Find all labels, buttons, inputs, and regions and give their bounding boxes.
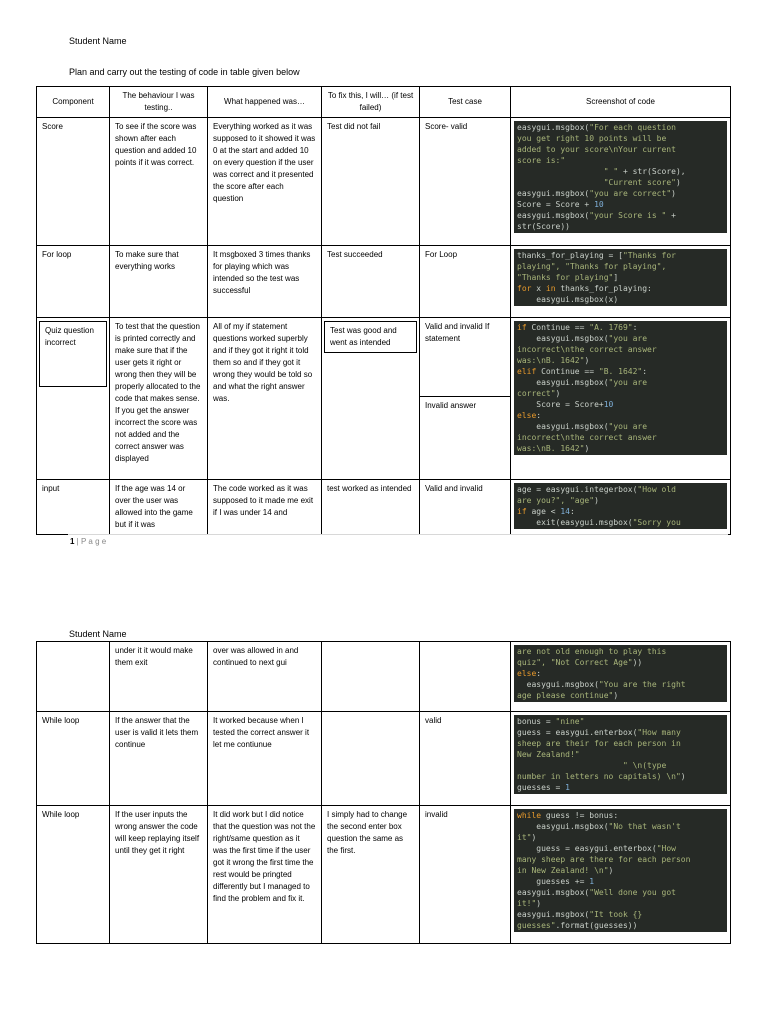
code-line: exit(easygui.msgbox("Sorry you [517,518,681,527]
code-line: easygui.msgbox("You are the right [517,680,686,689]
behaviour-text: under it it would make them exit [115,646,196,667]
cell-behaviour [110,246,208,318]
behaviour-text: If the answer that the user is valid it lets them continue [115,716,201,749]
code-line: bonus = "nine" [517,717,585,726]
code-line: str(Score)) [517,222,570,231]
code-line: Score = Score + 10 [517,200,604,209]
testcase-text: Valid and invalid If statement [425,322,492,343]
testcase-text: Valid and invalid [425,484,483,493]
code-line: easygui.msgbox("you are [517,422,648,431]
code-line: " " + str(Score), [603,167,686,176]
page-footer: 1 | P a g e [70,537,107,546]
component-text: Score [42,122,63,131]
cell-behaviour [110,806,208,944]
code-line: else: [517,411,542,420]
cell-screenshot [511,480,731,535]
code-line: it!") [517,899,542,908]
behaviour-text: To make sure that everything works [115,250,181,271]
code-line: playing", "Thanks for playing", [517,262,667,271]
cell-behaviour [110,318,208,480]
code-screenshot-input-cont [514,645,727,702]
fix-text: Test did not fail [327,122,381,131]
testcase-text: invalid [425,810,448,819]
component-text: While loop [42,810,80,819]
fix-text: Test was good and went as intended [324,321,417,353]
code-line: for x in thanks_for_playing: [517,284,652,293]
page-label: P a g e [80,537,107,546]
cell-happened [208,480,322,535]
component-text: input [42,484,60,493]
cell-happened [208,246,322,318]
student-name-label-page2: Student Name [69,629,127,639]
code-line: sheep are their for each person in [517,739,681,748]
cell-behaviour [110,480,208,535]
cell-screenshot [511,246,731,318]
header-behaviour: The behaviour I was testing.. [110,87,208,118]
code-screenshot-while-invalid [514,809,727,932]
code-screenshot-forloop [514,249,727,306]
code-line: "Current score") [603,178,681,187]
header-testcase: Test case [420,87,511,118]
testcase-text: valid [425,716,442,725]
cell-behaviour [110,118,208,246]
fix-text: I simply had to change the second enter box question the same as the first. [327,810,410,855]
table-row [37,480,731,535]
code-line: incorrect\nthe correct answer [517,433,657,442]
code-screenshot-quiz [514,321,727,455]
happened-text: Everything worked as it was supposed to it showed it was 0 at the start and added 10 on every question if the user was correct and it presented the score after each question [213,122,318,203]
code-line: easygui.msgbox("you are [517,378,648,387]
cell-testcase [420,480,511,535]
code-line: thanks_for_playing = ["Thanks for [517,251,676,260]
fix-text: test worked as intended [327,484,412,493]
cell-testcase [420,318,511,480]
cell-fix [322,806,420,944]
footer-rule [68,534,728,535]
cell-testcase [420,642,511,712]
cell-testcase [420,806,511,944]
behaviour-text: If the age was 14 or over the user was allowed into the game but if it was [115,484,196,529]
table-row [37,806,731,944]
component-text: Quiz question incorrect [39,321,107,387]
student-name-label: Student Name [69,36,127,46]
code-line: New Zealand!" [517,750,580,759]
code-line: guess = easygui.enterbox("How [517,844,676,853]
header-fix: To fix this, I will… (if test failed) [322,87,420,118]
code-line: you get right 10 points will be [517,134,667,143]
behaviour-text: To test that the question is printed correctly and make sure that if the user gets it right or wrong then they will be properly allocated to the code that makes sense. If you get the answer incorrect the score was not added and the correct answer was displayed [115,322,203,463]
happened-text: It did work but I did notice that the question was not the right/same question as it was the first time if the user got it wrong the first time the rest would be pringted differently but I managed to find the problem and fix it. [213,810,318,903]
header-happened: What happened was… [208,87,322,118]
code-line: incorrect\nthe correct answer [517,345,657,354]
instruction-text: Plan and carry out the testing of code in table given below [69,67,300,77]
code-line: easygui.msgbox("your Score is " + [517,211,676,220]
cell-component [37,246,110,318]
code-line: many sheep are there for each person [517,855,691,864]
code-line: are not old enough to play this [517,647,667,656]
cell-screenshot [511,642,731,712]
cell-happened [208,806,322,944]
table-row [37,246,731,318]
cell-fix [322,318,420,480]
component-text: While loop [42,716,80,725]
header-component: Component [37,87,110,118]
code-screenshot-while-valid [514,715,727,794]
table-header-row [37,87,731,118]
cell-component [37,480,110,535]
code-line: if Continue == "A. 1769": [517,323,638,332]
cell-happened [208,642,322,712]
code-line: age = easygui.integerbox("How old [517,485,676,494]
code-line: Score = Score+10 [517,400,614,409]
cell-screenshot [511,118,731,246]
table-row [37,118,731,246]
table-row [37,318,731,480]
code-line: easygui.msgbox("you are [517,334,648,343]
behaviour-text: If the user inputs the wrong answer the code will keep replaying itself until they get it right [115,810,202,855]
cell-screenshot [511,712,731,806]
cell-fix [322,642,420,712]
cell-fix [322,712,420,806]
code-line: easygui.msgbox(x) [517,295,619,304]
code-line: easygui.msgbox("No that wasn't [517,822,681,831]
cell-behaviour [110,712,208,806]
cell-component [37,712,110,806]
code-line: age please continue") [517,691,619,700]
cell-testcase [420,118,511,246]
behaviour-text: To see if the score was shown after each question and added 10 points if it was correct. [115,122,199,167]
happened-text: over was allowed in and continued to next gui [213,646,301,667]
code-line: easygui.msgbox("Well done you got [517,888,676,897]
cell-screenshot [511,806,731,944]
cell-component [37,642,110,712]
cell-behaviour [110,642,208,712]
code-line: quiz", "Not Correct Age")) [517,658,643,667]
cell-screenshot [511,318,731,480]
code-line: was:\nB. 1642") [517,356,590,365]
code-line: was:\nB. 1642") [517,444,590,453]
page-number: 1 [70,537,75,546]
code-line: else: [517,669,542,678]
cell-happened [208,318,322,480]
cell-component [37,118,110,246]
code-line: in New Zealand! \n") [517,866,614,875]
table-row [37,712,731,806]
code-line: guesses = 1 [517,783,570,792]
happened-text: All of my if statement questions worked superbly and if they got it right it told them so and if they got it wrong they would be told so and what the right answer was. [213,322,315,403]
code-line: elif Continue == "B. 1642": [517,367,648,376]
header-screenshot: Screenshot of code [511,87,731,118]
code-line: guess = easygui.enterbox("How many [517,728,681,737]
code-line: "Thanks for playing"] [517,273,619,282]
cell-fix [322,118,420,246]
code-line: number in letters no capitals) \n") [517,772,686,781]
testcase-invalid-text: Invalid answer [420,396,510,415]
code-screenshot-score [514,121,727,233]
table-row [37,642,731,712]
happened-text: It msgboxed 3 times thanks for playing which was intended so the test was successful [213,250,313,295]
code-line: guesses".format(guesses)) [517,921,638,930]
cell-happened [208,118,322,246]
code-line: guesses += 1 [517,877,595,886]
testcase-text: Score- valid [425,122,468,131]
fix-text: Test succeeded [327,250,383,259]
testing-table-page1 [36,86,731,535]
code-line: easygui.msgbox("It took {} [517,910,643,919]
code-screenshot-input [514,483,727,529]
happened-text: The code worked as it was supposed to it made me exit if I was under 14 and [213,484,316,517]
code-line: if age < 14: [517,507,575,516]
component-text: For loop [42,250,72,259]
happened-text: It worked because when I tested the correct answer it let me contiunue [213,716,312,749]
testcase-text: For Loop [425,250,458,259]
cell-component [37,806,110,944]
code-line: " \n(type [622,761,667,770]
cell-testcase [420,246,511,318]
code-line: correct") [517,389,561,398]
code-line: it") [517,833,537,842]
code-line: score is:" [517,156,566,165]
cell-fix [322,246,420,318]
cell-component [37,318,110,480]
code-line: are you?", "age") [517,496,599,505]
code-line: while guess != bonus: [517,811,619,820]
code-line: easygui.msgbox("For each question [517,123,676,132]
cell-happened [208,712,322,806]
testing-table-page2 [36,641,731,944]
code-line: easygui.msgbox("you are correct") [517,189,676,198]
cell-testcase [420,712,511,806]
code-line: added to your score\nYour current [517,145,676,154]
cell-fix [322,480,420,535]
